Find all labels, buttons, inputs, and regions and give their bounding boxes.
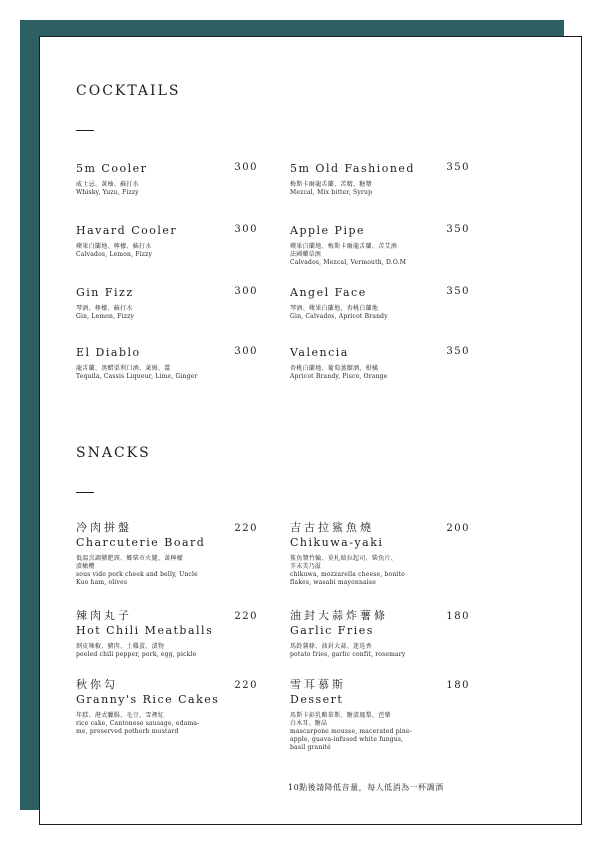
- item-desc-zh: 年糕、港式臘腸、毛豆、雪裡紅: [76, 712, 165, 719]
- item-desc-zh: 鯊魚漿竹輪、莫札瑞拉起司、柴魚片、: [290, 555, 398, 562]
- item-name: Valencia: [290, 346, 349, 359]
- cocktails-divider: [76, 130, 94, 131]
- item-desc-en-line2: Kuo ham, olives: [76, 579, 128, 586]
- item-price: 300: [234, 286, 258, 297]
- item-name-zh: 冷肉拼盤: [76, 521, 132, 534]
- menu-item: [290, 223, 465, 267]
- item-desc-zh: 低溫烹調豬肥頸、鄉柴市火腿、黃檸檬: [76, 555, 184, 562]
- cocktails-heading: COCKTAILS: [76, 83, 181, 99]
- item-price: 220: [234, 523, 258, 534]
- item-price: 300: [234, 346, 258, 357]
- item-price: 220: [234, 611, 258, 622]
- item-desc-en: sous vide pork cheek and belly, Uncle: [76, 571, 198, 578]
- item-name: Charcuterie Board: [76, 536, 206, 549]
- item-desc-en: Whisky, Yuzu, Fizzy: [76, 189, 139, 196]
- item-price: 350: [446, 346, 470, 357]
- item-desc-zh-line2: 漬橄欖: [76, 563, 95, 570]
- item-price: 220: [234, 680, 258, 691]
- item-name: Dessert: [290, 693, 344, 706]
- item-name: Hot Chili Meatballs: [76, 624, 214, 637]
- item-desc-en: Gin, Lemon, Fizzy: [76, 313, 135, 320]
- item-desc-en: rice cake, Cantonese sausage, edama-: [76, 720, 200, 727]
- snacks-heading: SNACKS: [76, 445, 151, 461]
- item-desc-en-line2: me, preserved potherb mustard: [76, 728, 179, 735]
- menu-item: [290, 345, 465, 381]
- menu-item: [290, 521, 465, 587]
- item-desc-zh-line2: 法國藥草酒: [290, 251, 322, 258]
- item-name: Havard Cooler: [76, 224, 178, 237]
- menu-item: [290, 285, 465, 321]
- menu-item: [76, 161, 251, 197]
- item-name: Chikuwa-yaki: [290, 536, 384, 549]
- item-desc-en: Mezcal, Mix bitter, Syrup: [290, 189, 373, 196]
- item-name-zh: 油封大蒜炸薯條: [290, 609, 388, 622]
- item-desc-en: mascarpone mousse, macerated pine-: [290, 728, 412, 735]
- menu-item: [290, 609, 465, 659]
- item-name: Gin Fizz: [76, 286, 134, 299]
- item-desc-en: Calvados, Mezcal, Vermouth, D.O.M: [290, 259, 407, 266]
- item-name: 5m Old Fashioned: [290, 162, 415, 175]
- item-desc-zh: 琴酒、蘋果白蘭地、杏桃白蘭地: [290, 305, 379, 312]
- menu-item: [76, 285, 251, 321]
- item-desc-zh: 剝皮辣椒、豬肉、土雞蛋、漬物: [76, 643, 165, 650]
- item-desc-zh: 龍舌蘭、黑醋栗利口酒、萊姆、薑: [76, 365, 171, 372]
- item-desc-zh: 杏桃白蘭地、葡萄蒸餾酒、柑橘: [290, 365, 379, 372]
- item-desc-en: Apricot Brandy, Pisco, Orange: [290, 373, 388, 380]
- item-desc-zh: 梅斯卡爾龍舌蘭、苦精、糖漿: [290, 181, 372, 188]
- footer-note: 10點後請降低音量，每人低消為一杯調酒: [288, 783, 444, 792]
- item-name: Garlic Fries: [290, 624, 374, 637]
- item-desc-en: potato fries, garlic confit, rosemary: [290, 651, 406, 658]
- item-desc-zh-line2: 芥末美乃滋: [290, 563, 322, 570]
- item-price: 350: [446, 286, 470, 297]
- item-name: Granny's Rice Cakes: [76, 693, 220, 706]
- item-desc-zh-line2: 白木耳、糖晶: [290, 720, 328, 727]
- item-name-zh: 吉古拉鯊魚燒: [290, 521, 374, 534]
- item-desc-en: peeled chili pepper, pork, egg, pickle: [76, 651, 197, 658]
- item-desc-zh: 蘋果白蘭地、檸檬、蘇打水: [76, 243, 152, 250]
- item-desc-en: Gin, Calvados, Apricot Brandy: [290, 313, 388, 320]
- menu-item: [76, 345, 251, 381]
- item-name-zh: 辣肉丸子: [76, 609, 132, 622]
- item-desc-en-line3: basil granité: [290, 744, 331, 751]
- item-desc-en-line2: apple, guava-infused white fungus,: [290, 736, 404, 743]
- item-name: Angel Face: [290, 286, 367, 299]
- item-desc-zh: 威士忌、黃柚、蘇打水: [76, 181, 140, 188]
- item-name-zh: 雪耳慕斯: [290, 678, 346, 691]
- item-desc-en-line2: flakes, wasabi mayonnaise: [290, 579, 376, 586]
- item-price: 300: [234, 224, 258, 235]
- snacks-divider: [76, 492, 94, 493]
- item-desc-en: chikuwa, mozzarella cheese, bonito: [290, 571, 405, 578]
- menu-card: [39, 36, 582, 825]
- menu-item: [290, 161, 465, 197]
- item-name: 5m Cooler: [76, 162, 148, 175]
- item-name: El Diablo: [76, 346, 141, 359]
- item-desc-zh: 琴酒、檸檬、蘇打水: [76, 305, 133, 312]
- item-desc-zh: 蘋果白蘭地、梅斯卡爾龍舌蘭、苦艾酒: [290, 243, 398, 250]
- item-price: 200: [446, 523, 470, 534]
- item-price: 350: [446, 162, 470, 173]
- item-desc-zh: 馬鈴薯條、油封大蒜、迷迭香: [290, 643, 372, 650]
- item-desc-zh: 馬斯卡彭乳酪慕斯、糖漬鳳梨、芭樂: [290, 712, 391, 719]
- menu-item: [76, 609, 251, 659]
- menu-item: [290, 678, 465, 752]
- item-price: 180: [446, 680, 470, 691]
- menu-item: [76, 223, 251, 259]
- item-price: 180: [446, 611, 470, 622]
- item-desc-en: Calvados, Lemon, Fizzy: [76, 251, 153, 258]
- item-name: Apple Pipe: [290, 224, 366, 237]
- item-price: 300: [234, 162, 258, 173]
- item-name-zh: 秋你勾: [76, 678, 118, 691]
- menu-item: [76, 521, 251, 587]
- item-desc-en: Tequila, Cassis Liqueur, Lime, Ginger: [76, 373, 198, 380]
- menu-item: [76, 678, 251, 736]
- item-price: 350: [446, 224, 470, 235]
